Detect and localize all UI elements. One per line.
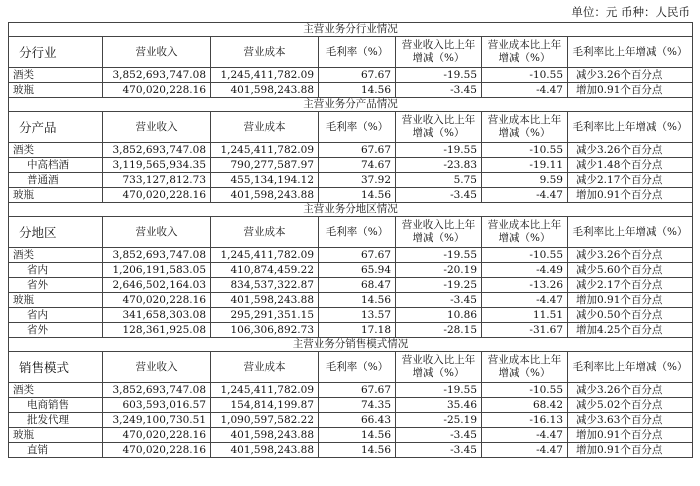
row-label: 玻瓶 (9, 293, 103, 308)
column-header: 营业收入比上年增减（%） (396, 37, 482, 68)
margin-change-cell: 增加0.91个百分点 (568, 188, 693, 203)
table-row (9, 413, 693, 428)
gross-margin-cell: 67.67 (319, 383, 396, 398)
margin-change-cell: 减少3.26个百分点 (568, 143, 693, 158)
gross-margin-cell: 14.56 (319, 443, 396, 458)
cost-change-cell: -16.13 (482, 413, 568, 428)
table-row (9, 68, 693, 83)
row-label: 玻瓶 (9, 428, 103, 443)
column-header: 毛利率比上年增减（%） (568, 37, 693, 68)
column-header: 营业收入 (103, 217, 211, 248)
margin-change-cell: 增加0.91个百分点 (568, 428, 693, 443)
row-label: 批发代理 (9, 413, 103, 428)
cost-change-cell: -4.47 (482, 443, 568, 458)
margin-change-cell: 减少5.02个百分点 (568, 398, 693, 413)
revenue-change-cell: -28.15 (396, 323, 482, 338)
cost-change-cell: -10.55 (482, 248, 568, 263)
margin-change-cell: 减少3.26个百分点 (568, 68, 693, 83)
column-header: 营业收入 (103, 112, 211, 143)
column-header: 营业收入 (103, 37, 211, 68)
revenue-cell: 3,852,693,747.08 (103, 143, 211, 158)
margin-change-cell: 减少5.60个百分点 (568, 263, 693, 278)
revenue-change-cell: 35.46 (396, 398, 482, 413)
cost-change-cell: -4.47 (482, 428, 568, 443)
column-header: 营业成本比上年增减（%） (482, 217, 568, 248)
margin-change-cell: 减少2.17个百分点 (568, 173, 693, 188)
cost-cell: 1,245,411,782.09 (211, 143, 319, 158)
cost-cell: 1,245,411,782.09 (211, 68, 319, 83)
row-label: 省外 (9, 323, 103, 338)
revenue-change-cell: -25.19 (396, 413, 482, 428)
gross-margin-cell: 74.35 (319, 398, 396, 413)
revenue-cell: 470,020,228.16 (103, 293, 211, 308)
gross-margin-cell: 37.92 (319, 173, 396, 188)
table-row (9, 173, 693, 188)
gross-margin-cell: 14.56 (319, 83, 396, 98)
margin-change-cell: 减少1.48个百分点 (568, 158, 693, 173)
column-header: 毛利率比上年增减（%） (568, 112, 693, 143)
revenue-cell: 470,020,228.16 (103, 188, 211, 203)
revenue-change-cell: -3.45 (396, 188, 482, 203)
margin-change-cell: 增加0.91个百分点 (568, 293, 693, 308)
cost-cell: 455,134,194.12 (211, 173, 319, 188)
column-header: 营业成本 (211, 112, 319, 143)
column-header: 营业收入比上年增减（%） (396, 112, 482, 143)
cost-cell: 154,814,199.87 (211, 398, 319, 413)
column-header: 营业收入比上年增减（%） (396, 217, 482, 248)
cost-change-cell: -31.67 (482, 323, 568, 338)
row-label: 酒类 (9, 143, 103, 158)
revenue-change-cell: -3.45 (396, 293, 482, 308)
dimension-header: 分地区 (9, 217, 103, 248)
row-label: 酒类 (9, 68, 103, 83)
gross-margin-cell: 13.57 (319, 308, 396, 323)
cost-change-cell: -4.47 (482, 188, 568, 203)
cost-cell: 295,291,351.15 (211, 308, 319, 323)
gross-margin-cell: 67.67 (319, 248, 396, 263)
revenue-change-cell: -19.55 (396, 383, 482, 398)
cost-cell: 790,277,587.97 (211, 158, 319, 173)
column-header: 毛利率比上年增减（%） (568, 217, 693, 248)
revenue-cell: 733,127,812.73 (103, 173, 211, 188)
margin-change-cell: 增加0.91个百分点 (568, 83, 693, 98)
column-header: 毛利率（%） (319, 352, 396, 383)
revenue-cell: 3,852,693,747.08 (103, 248, 211, 263)
revenue-change-cell: -3.45 (396, 83, 482, 98)
section-title-row (9, 338, 693, 352)
revenue-cell: 341,658,303.08 (103, 308, 211, 323)
section-title-row (9, 98, 693, 112)
table-row (9, 293, 693, 308)
table-row (9, 308, 693, 323)
revenue-change-cell: -19.55 (396, 68, 482, 83)
cost-change-cell: -4.47 (482, 293, 568, 308)
revenue-change-cell: -23.83 (396, 158, 482, 173)
section-title: 主营业务分产品情况 (9, 98, 693, 112)
revenue-change-cell: -19.55 (396, 143, 482, 158)
table-row (9, 188, 693, 203)
row-label: 省外 (9, 278, 103, 293)
cost-change-cell: 9.59 (482, 173, 568, 188)
revenue-cell: 3,852,693,747.08 (103, 383, 211, 398)
cost-change-cell: -10.55 (482, 383, 568, 398)
row-label: 玻瓶 (9, 188, 103, 203)
gross-margin-cell: 67.67 (319, 68, 396, 83)
revenue-change-cell: 10.86 (396, 308, 482, 323)
revenue-cell: 470,020,228.16 (103, 83, 211, 98)
table-row (9, 443, 693, 458)
cost-cell: 410,874,459.22 (211, 263, 319, 278)
column-header: 毛利率（%） (319, 112, 396, 143)
section-title: 主营业务分销售模式情况 (9, 338, 693, 352)
revenue-cell: 2,646,502,164.03 (103, 278, 211, 293)
section-title: 主营业务分地区情况 (9, 203, 693, 217)
margin-change-cell: 增加4.25个百分点 (568, 323, 693, 338)
table-row (9, 323, 693, 338)
column-header-row (9, 112, 693, 143)
column-header: 营业成本比上年增减（%） (482, 352, 568, 383)
column-header-row (9, 37, 693, 68)
margin-change-cell: 减少3.26个百分点 (568, 383, 693, 398)
row-label: 普通酒 (9, 173, 103, 188)
cost-change-cell: -4.47 (482, 83, 568, 98)
row-label: 玻瓶 (9, 83, 103, 98)
cost-cell: 401,598,243.88 (211, 293, 319, 308)
section-title: 主营业务分行业情况 (9, 23, 693, 37)
cost-cell: 106,306,892.73 (211, 323, 319, 338)
cost-change-cell: -10.55 (482, 143, 568, 158)
gross-margin-cell: 14.56 (319, 188, 396, 203)
table-row (9, 383, 693, 398)
table-row (9, 158, 693, 173)
table-row (9, 263, 693, 278)
revenue-change-cell: 5.75 (396, 173, 482, 188)
revenue-cell: 603,593,016.57 (103, 398, 211, 413)
dimension-header: 分行业 (9, 37, 103, 68)
column-header-row (9, 352, 693, 383)
cost-change-cell: -4.49 (482, 263, 568, 278)
gross-margin-cell: 17.18 (319, 323, 396, 338)
cost-change-cell: 68.42 (482, 398, 568, 413)
gross-margin-cell: 65.94 (319, 263, 396, 278)
row-label: 中高档酒 (9, 158, 103, 173)
column-header: 营业收入比上年增减（%） (396, 352, 482, 383)
section-title-row (9, 203, 693, 217)
cost-cell: 401,598,243.88 (211, 83, 319, 98)
column-header: 营业收入 (103, 352, 211, 383)
column-header: 营业成本 (211, 37, 319, 68)
dimension-header: 销售模式 (9, 352, 103, 383)
revenue-cell: 470,020,228.16 (103, 428, 211, 443)
revenue-change-cell: -19.25 (396, 278, 482, 293)
row-label: 省内 (9, 308, 103, 323)
revenue-change-cell: -20.19 (396, 263, 482, 278)
cost-change-cell: -10.55 (482, 68, 568, 83)
column-header: 营业成本 (211, 217, 319, 248)
margin-change-cell: 减少2.17个百分点 (568, 278, 693, 293)
revenue-cell: 470,020,228.16 (103, 443, 211, 458)
cost-cell: 401,598,243.88 (211, 428, 319, 443)
currency-unit-note: 单位：元 币种：人民币 (571, 5, 690, 19)
revenue-cell: 1,206,191,583.05 (103, 263, 211, 278)
gross-margin-cell: 14.56 (319, 428, 396, 443)
column-header: 营业成本比上年增减（%） (482, 37, 568, 68)
gross-margin-cell: 67.67 (319, 143, 396, 158)
gross-margin-cell: 66.43 (319, 413, 396, 428)
cost-cell: 1,245,411,782.09 (211, 383, 319, 398)
cost-change-cell: 11.51 (482, 308, 568, 323)
cost-change-cell: -19.11 (482, 158, 568, 173)
cost-cell: 1,245,411,782.09 (211, 248, 319, 263)
row-label: 酒类 (9, 383, 103, 398)
revenue-change-cell: -3.45 (396, 428, 482, 443)
column-header: 营业成本 (211, 352, 319, 383)
main-business-table (8, 22, 693, 458)
margin-change-cell: 减少0.50个百分点 (568, 308, 693, 323)
margin-change-cell: 减少3.63个百分点 (568, 413, 693, 428)
cost-cell: 1,090,597,582.22 (211, 413, 319, 428)
gross-margin-cell: 74.67 (319, 158, 396, 173)
table-row (9, 143, 693, 158)
revenue-cell: 128,361,925.08 (103, 323, 211, 338)
section-title-row (9, 23, 693, 37)
row-label: 直销 (9, 443, 103, 458)
cost-cell: 834,537,322.87 (211, 278, 319, 293)
table-row (9, 248, 693, 263)
column-header: 营业成本比上年增减（%） (482, 112, 568, 143)
cost-cell: 401,598,243.88 (211, 188, 319, 203)
revenue-cell: 3,852,693,747.08 (103, 68, 211, 83)
revenue-cell: 3,119,565,934.35 (103, 158, 211, 173)
table-row (9, 83, 693, 98)
revenue-cell: 3,249,100,730.51 (103, 413, 211, 428)
column-header: 毛利率（%） (319, 217, 396, 248)
margin-change-cell: 增加0.91个百分点 (568, 443, 693, 458)
row-label: 酒类 (9, 248, 103, 263)
cost-cell: 401,598,243.88 (211, 443, 319, 458)
row-label: 电商销售 (9, 398, 103, 413)
revenue-change-cell: -3.45 (396, 443, 482, 458)
cost-change-cell: -13.26 (482, 278, 568, 293)
row-label: 省内 (9, 263, 103, 278)
gross-margin-cell: 14.56 (319, 293, 396, 308)
column-header-row (9, 217, 693, 248)
margin-change-cell: 减少3.26个百分点 (568, 248, 693, 263)
revenue-change-cell: -19.55 (396, 248, 482, 263)
column-header: 毛利率（%） (319, 37, 396, 68)
table-row (9, 278, 693, 293)
gross-margin-cell: 68.47 (319, 278, 396, 293)
table-row (9, 428, 693, 443)
dimension-header: 分产品 (9, 112, 103, 143)
table-row (9, 398, 693, 413)
column-header: 毛利率比上年增减（%） (568, 352, 693, 383)
